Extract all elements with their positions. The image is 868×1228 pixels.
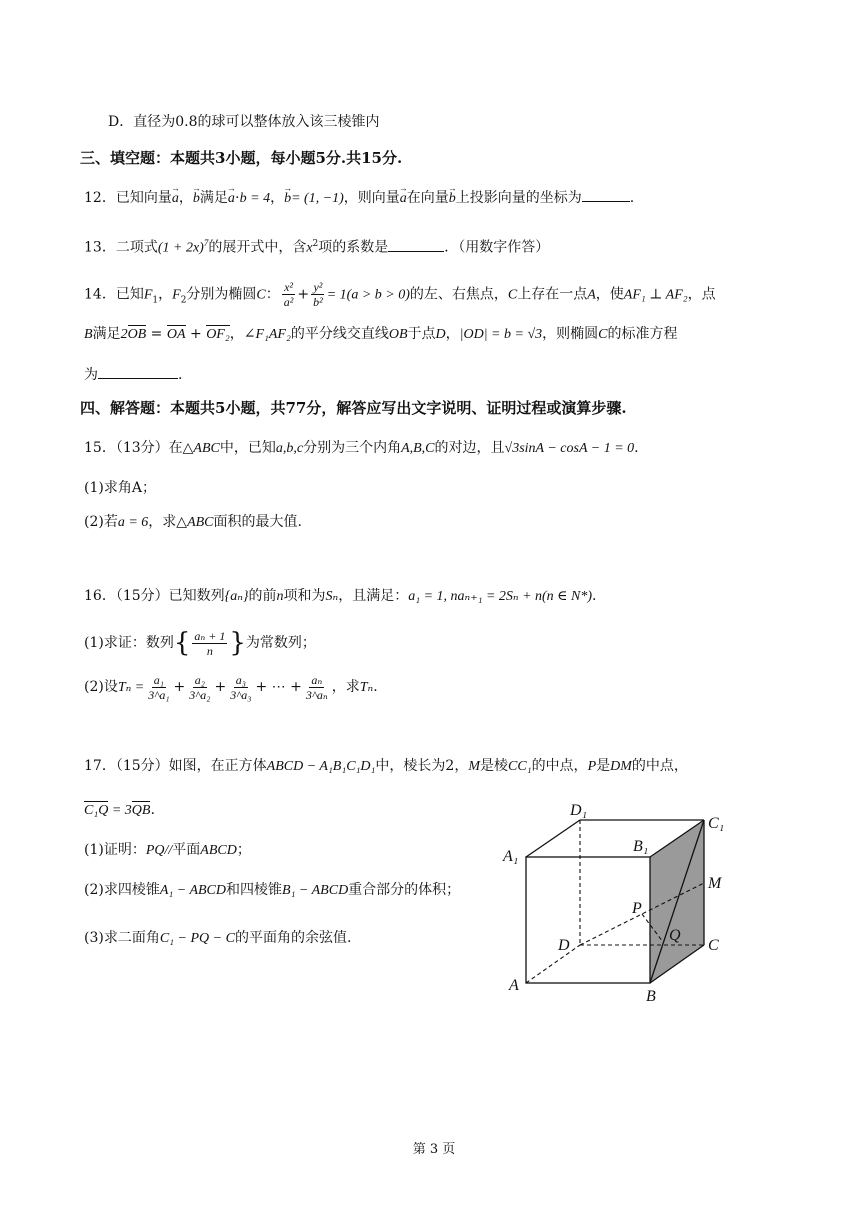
- vector-eq-3: = 3: [108, 803, 132, 818]
- frac3-den: 3^a₃: [230, 687, 252, 702]
- vector-ob: OB: [127, 327, 147, 342]
- label-p: P: [632, 900, 642, 917]
- trig-equation: √3sinA − cosA − 1 = 0: [504, 441, 635, 456]
- q15-text: 中，已知: [219, 440, 276, 456]
- option-d: D．直径为0.8的球可以整体放入该三棱锥内: [108, 114, 380, 130]
- q12-text-2: 满足: [199, 190, 228, 206]
- q17-p1-end: ；: [236, 842, 251, 858]
- segment-dm: DM: [610, 759, 632, 774]
- q14-l2-text-2: ，∠: [229, 326, 256, 342]
- fraction-y2-b2: [311, 280, 325, 309]
- q17-p3-text: (3)求二面角: [84, 930, 160, 946]
- fraction-1: [146, 673, 171, 702]
- cube-figure: [495, 795, 745, 1010]
- q15-p2-text-3: 面积的最大值.: [213, 514, 302, 530]
- q14-l2-text-6: ，则椭圆: [542, 326, 599, 342]
- fracn-num: aₙ: [311, 672, 323, 687]
- frac1-num: a₁: [153, 672, 164, 687]
- q16-part-2: (2)设Tₙ = $\frac{\text{a₁}}{\text{3\textasciicircum{}a₁}}$ + $\frac{\text{a₂}}{\text{3\textasciicircum{}a₂}}$ + $\frac{\text{a₃}}{\text{3\textasciicircum{}a₃}}$ + ⋯ + $\frac{\text{aₙ}}{\text{3\textasciicircum{}aₙ}}$ ，求Tₙ.: [84, 672, 378, 702]
- vector-c1q: C₁Q: [84, 803, 109, 818]
- angle-f1af2: F₁AF₂: [255, 327, 291, 342]
- point-m: M: [468, 759, 481, 774]
- binomial-expr: (1 + 2x): [157, 240, 204, 256]
- q15-end: .: [634, 440, 639, 456]
- q16-part-1: [84, 626, 316, 660]
- dihedral-angle: C₁ − PQ − C: [159, 931, 235, 946]
- q16-head: 16．（15分）已知数列: [84, 588, 225, 604]
- label-d1: D₁: [570, 802, 588, 819]
- q15-head: 15．（13分）在△: [84, 440, 194, 456]
- focus-f1: F: [143, 287, 153, 303]
- q17-p3-text-2: 的平面角的余弦值.: [234, 930, 352, 946]
- sequence-condition: a₁ = 1, naₙ₊₁ = 2Sₙ + n(n ∈ N*): [408, 589, 593, 604]
- q16-text-3: ，且满足：: [338, 588, 409, 604]
- point-a: A: [587, 287, 596, 303]
- q14-text-4: 上存在一点: [517, 286, 588, 303]
- q14-colon: ：: [265, 286, 280, 303]
- var-n: n: [276, 589, 284, 604]
- vector-a-2: → a: [228, 189, 235, 209]
- sum-sn: Sₙ: [325, 589, 339, 604]
- b-coordinates: = (1, −1): [291, 191, 344, 206]
- fraction-an1-n: [192, 629, 227, 658]
- q16-text: 的前: [248, 588, 277, 604]
- a-equals-6: a = 6: [117, 515, 149, 530]
- q14-l2-text-7: 的标准方程: [607, 326, 678, 342]
- label-a1: A₁: [503, 848, 519, 865]
- q13-text-4: ．（用数字作答）: [444, 239, 550, 256]
- left-brace: {: [173, 628, 191, 658]
- answer-blank-12[interactable]: [582, 187, 630, 202]
- q13-number: 13．: [84, 239, 116, 256]
- label-c1: C₁: [708, 815, 725, 832]
- edge-cc1: CC₁: [508, 759, 532, 774]
- q13-text-3: 项的系数是: [318, 239, 389, 256]
- q12-text-5: 上投影向量的坐标为: [455, 190, 582, 206]
- pyramid-b1: B₁ − ABCD: [282, 883, 349, 898]
- q17-part-3: [84, 928, 351, 949]
- line-ob: OB: [388, 327, 408, 342]
- question-16: [84, 586, 597, 607]
- question-14: 14．已知$F_1$，$F_2$分别为椭圆C： $\frac{\text{x²}}{\text{a²}}$ + $\frac{\text{y²}}{\text{b²}}$ = 1(a > b > 0)的左、右焦点，C上存在一点A，使AF₁ ⊥ AF₂，点: [84, 280, 716, 309]
- question-12: [84, 187, 634, 209]
- q14-number: 14．: [84, 286, 116, 303]
- q14-l2-text-5: ，: [445, 326, 460, 342]
- q17-text: 中，棱长为2，: [375, 758, 469, 774]
- point-d: D: [435, 327, 446, 342]
- q14-l2-text: 满足: [92, 326, 121, 342]
- answer-blank-14[interactable]: [98, 364, 178, 379]
- q13-text-2: 的展开式中，含: [208, 239, 307, 256]
- section-3-heading: 三、填空题：本题共3小题，每小题5分.共15分.: [80, 149, 403, 167]
- q17-p1-text: (1)证明：: [84, 842, 146, 858]
- angles-abc: A,B,C: [401, 441, 435, 456]
- sequence-an: {aₙ}: [224, 589, 249, 604]
- q16-p2-text-2: ，求: [331, 679, 360, 695]
- ellipsis-plus: + ⋯ +: [255, 679, 302, 695]
- point-b: B: [84, 327, 93, 342]
- od-length: |OD| = b = √3: [459, 327, 543, 342]
- label-m: M: [708, 875, 722, 892]
- term-x: x: [306, 240, 313, 256]
- sides-abc: a,b,c: [275, 441, 304, 456]
- q14-text-5: ，使: [595, 286, 624, 303]
- frac2-num: a₂: [194, 672, 205, 687]
- y2: y²: [313, 280, 323, 294]
- f1-sub: 1: [152, 295, 159, 306]
- frac3-num: a₃: [235, 672, 246, 687]
- line-pq: PQ//: [145, 843, 173, 858]
- q12-text-3: ，则向量: [343, 190, 400, 206]
- q12-end: .: [629, 190, 635, 206]
- q17-p2-text-3: 重合部分的体积；: [348, 882, 461, 898]
- q12-comma-2: ，: [270, 190, 285, 206]
- binomial-exponent: 7: [203, 238, 209, 248]
- vector-of2: OF₂: [206, 327, 230, 342]
- fraction-x2-a2: [282, 280, 296, 309]
- right-brace: }: [229, 628, 246, 658]
- fracn-den: 3^aₙ: [305, 687, 328, 702]
- q17-p2-text-2: 和四棱锥: [226, 882, 283, 898]
- q17-text-3: 的中点，: [531, 758, 588, 774]
- label-b: B: [646, 988, 656, 1005]
- q16-p2-end: .: [373, 679, 378, 695]
- edge-a1d1: [526, 820, 580, 857]
- term-exponent: 2: [312, 239, 319, 249]
- q17-text-4: 是: [596, 758, 611, 774]
- equals-sign: =: [146, 326, 167, 342]
- b2: b²: [313, 295, 323, 309]
- q15-p2-text-2: ，求△: [148, 514, 188, 530]
- page-footer: 第 3 页: [412, 1142, 456, 1157]
- frac2-den: 3^a₂: [189, 687, 211, 702]
- triangle-abc-2: ABC: [187, 515, 214, 530]
- vector-a-3: → a: [400, 189, 407, 209]
- q12-number: 12．: [84, 190, 116, 206]
- vector-b: → b: [193, 189, 200, 209]
- q17-line-2: [84, 800, 155, 821]
- focus-f2: F: [172, 287, 181, 303]
- q14-l3-text: 为: [84, 367, 98, 383]
- q14-l2-text-4: 于点: [407, 326, 436, 342]
- q16-end: .: [592, 588, 597, 604]
- q17-text-5: 的中点，: [631, 758, 688, 774]
- ellipse-c-2: C: [507, 287, 518, 303]
- q17-head: 17．（15分）如图，在正方体: [84, 758, 267, 774]
- plus-sign: +: [185, 326, 207, 342]
- ellipse-condition: = 1(a > b > 0): [326, 287, 410, 303]
- question-14-line-2: [84, 324, 677, 345]
- q16-text-2: 项和为: [283, 588, 326, 604]
- x2: x²: [284, 280, 294, 294]
- vector-b-2: → b: [284, 189, 291, 209]
- q15-text-2: 分别为三个内角: [303, 440, 402, 456]
- q14-sep: ，: [158, 286, 173, 303]
- q12-text: 已知向量: [115, 190, 172, 206]
- q17-l2-end: .: [150, 802, 155, 818]
- section-4-heading: 四、解答题：本题共5小题，共77分，解答应写出文字说明、证明过程或演算步骤.: [80, 399, 627, 417]
- f2-sub: 2: [180, 295, 187, 306]
- fraction-n: [304, 673, 330, 702]
- q17-text-2: 是棱: [480, 758, 509, 774]
- question-14-line-3: [84, 364, 182, 385]
- q17-p2-text: (2)求四棱锥: [84, 882, 160, 898]
- q14-l2-text-3: 的平分线交直线: [290, 326, 389, 342]
- tn-lhs: Tₙ =: [117, 680, 145, 695]
- plane-abcd: ABCD: [200, 843, 237, 858]
- q14-text: 已知: [115, 286, 144, 303]
- q17-part-1: [84, 840, 251, 861]
- q14-text-2: 分别为椭圆: [186, 286, 257, 303]
- q17-part-2: [84, 880, 460, 901]
- q16-p1-text: (1)求证：数列: [84, 635, 174, 651]
- point-p: P: [587, 759, 597, 774]
- question-13: [84, 233, 549, 259]
- frac1-den: 3^a₁: [148, 687, 170, 702]
- q15-text-3: 的对边，且: [434, 440, 505, 456]
- q17-p1-text-2: 平面: [172, 842, 201, 858]
- tn-rhs: Tₙ: [359, 680, 374, 695]
- triangle-abc: ABC: [193, 441, 220, 456]
- q14-l3-end: .: [178, 367, 183, 383]
- perpendicular-expr: AF₁ ⊥ AF₂: [623, 287, 688, 303]
- q12-comma: ，: [178, 190, 193, 206]
- vec-coef: 2: [120, 327, 128, 342]
- n-denominator: n: [206, 643, 213, 658]
- pyramid-a1: A₁ − ABCD: [159, 883, 227, 898]
- q13-text: 二项式: [115, 239, 158, 256]
- fraction-2: [187, 673, 212, 702]
- q15-p2-text: (2)若: [84, 514, 118, 530]
- ellipse-c-3: C: [598, 327, 608, 342]
- dot-product-expr: ⋅b = 4: [234, 191, 271, 206]
- question-17: [84, 756, 688, 777]
- vector-oa: OA: [166, 327, 186, 342]
- fraction-3: [228, 673, 253, 702]
- q15-part-2: [84, 512, 302, 533]
- label-q: Q: [669, 927, 681, 944]
- vector-a: → a: [172, 189, 179, 209]
- label-a: A: [509, 977, 519, 994]
- q16-p1-text-2: 为常数列；: [245, 635, 316, 651]
- q12-text-4: 在向量: [406, 190, 449, 206]
- front-face: [526, 857, 650, 983]
- cube-name: ABCD − A₁B₁C₁D₁: [266, 759, 376, 774]
- edge-ad: [526, 945, 580, 983]
- label-c: C: [708, 937, 719, 954]
- an-plus-1: aₙ + 1: [194, 628, 226, 643]
- vector-qb: QB: [131, 803, 151, 818]
- answer-blank-13[interactable]: [388, 237, 444, 252]
- a2: a²: [283, 295, 294, 309]
- question-15: [84, 438, 639, 459]
- ellipse-c: C: [256, 287, 266, 303]
- label-b1: B₁: [633, 838, 649, 855]
- q14-text-6: ，点: [687, 286, 716, 303]
- q15-part-1: (1)求角A；: [84, 480, 156, 496]
- q14-text-3: 的左、右焦点，: [409, 286, 508, 303]
- vector-b-3: → b: [449, 189, 456, 209]
- label-d: D: [558, 937, 570, 954]
- q16-p2-text: (2)设: [84, 679, 118, 695]
